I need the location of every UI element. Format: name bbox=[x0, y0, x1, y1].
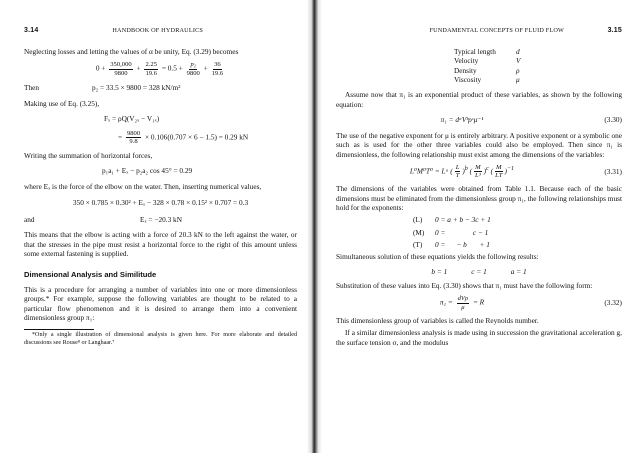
paragraph: The use of the negative exponent for μ is entirely arbitrary. A positive exponent or a symbolic one such as is used for the other three variables could also be employed. Then since π₁ is dimensionless, the following relationship must exist among the dimensions of the variables: bbox=[336, 130, 622, 159]
list-item: Typical length d bbox=[454, 46, 520, 56]
paragraph: Writing the summation of horizontal forces, bbox=[24, 150, 153, 160]
paragraph: Assume now that π₁ is an exponential product of these variables, as shown by the following equation: bbox=[336, 90, 622, 109]
equation-momentum: Fₓ = ρQ(V₂ₓ − V₁ₓ) bbox=[104, 114, 160, 124]
list-item: (L) 0 = a + b − 3c + 1 bbox=[413, 215, 491, 225]
equation-number: (3.30) bbox=[604, 115, 622, 125]
right-running-title: FUNDAMENTAL CONCEPTS OF FLUID FLOW bbox=[429, 27, 565, 34]
left-page bbox=[0, 0, 309, 453]
list-item: (M) 0 = c − 1 bbox=[413, 227, 489, 237]
paragraph: The dimensions of the variables were obtained from Table 1.1. Because each of the basic dimensions must be eliminated from the dimensionless group π₁, the following relationships must hold for the exponents: bbox=[336, 184, 622, 213]
list-item: Density ρ bbox=[454, 65, 520, 75]
equation-p2: Then p₂ = 33.5 × 9800 = 328 kN/m² bbox=[24, 83, 181, 93]
equation-3-32: π₁ = $\frac{\text{dVρ}}{\mu}$ = R (3.32) bbox=[439, 295, 622, 311]
paragraph: If a similar dimensionless analysis is made using in succession the gravitational acceleration g, the surface tension σ, and the modulus bbox=[336, 328, 622, 347]
paragraph: Simultaneous solution of these equations yields the following results: bbox=[336, 252, 539, 262]
list-item: Velocity V bbox=[454, 56, 521, 66]
paragraph: Making use of Eq. (3.25), bbox=[24, 98, 100, 108]
equation-3-30: π₁ = dᵃVᵇρᶜμ⁻¹ (3.30) bbox=[440, 115, 622, 125]
paragraph: This means that the elbow is acting with a force of 20.3 kN to the left against the water, or that the stresses in the pipe must resist a horizontal force to the right of this amount unless some external fastening is supplied. bbox=[24, 230, 297, 258]
footnote-rule bbox=[24, 329, 94, 330]
right-page bbox=[322, 0, 638, 453]
paragraph: This is a procedure for arranging a number of variables into one or more dimensionless groups.* For example, suppose the following variables are thought to be related to a particular flow phenomenon and it is desired to arrange them into a convenient dimensionless group π₁: bbox=[24, 284, 297, 322]
equation-number: (3.32) bbox=[604, 298, 622, 308]
equation-numeric: 350 × 0.785 × 0.30² + Eₓ − 328 × 0.78 × 0.15² × 0.707 = 0.3 bbox=[72, 197, 249, 207]
list-item: (T) 0 = − b + 1 bbox=[413, 240, 490, 250]
left-page-number: 3.14 bbox=[24, 27, 39, 34]
paragraph: Substitution of these values into Eq. (3.30) shows that π₁ must have the following form: bbox=[336, 281, 593, 291]
equation-number: (3.31) bbox=[604, 166, 622, 176]
solution-values: b = 1 c = 1 a = 1 bbox=[431, 266, 527, 276]
list-item: Viscosity μ bbox=[454, 74, 520, 84]
equation-momentum-value: = $\frac{9800}{9.8}$ × 0.106(0.707 × 6 − 1.5) = 0.29 kN bbox=[118, 130, 249, 146]
dimension-equations bbox=[336, 215, 622, 249]
paragraph: Neglecting losses and letting the values of α be unity, Eq. (3.29) becomes bbox=[24, 46, 239, 56]
left-running-head bbox=[24, 27, 297, 36]
paragraph: where Eₓ is the force of the elbow on the water. Then, inserting numerical values, bbox=[24, 181, 262, 191]
paragraph: This dimensionless group of variables is called the Reynolds number. bbox=[336, 315, 539, 325]
variable-list bbox=[454, 47, 622, 84]
footnote: *Only a single illustration of dimensional analysis is given here. For more elaborate and detailed discussions see Rouse⁸ or Langhaar.⁷ bbox=[24, 332, 297, 346]
left-running-title: HANDBOOK OF HYDRAULICS bbox=[112, 27, 204, 34]
equation-force-sum: p₁a₁ + Eₓ − p₂a₂ cos 45° = 0.29 bbox=[102, 166, 193, 176]
equation-bernoulli: 0 + $\frac{350,000}{9800}$ + $\frac{2.25}{19.6}$ = 0.5 + $\frac{\text{p₂}}{9800}$ + $\frac{36}{19.6}$ bbox=[95, 61, 224, 77]
section-heading: Dimensional Analysis and Similitude bbox=[24, 270, 157, 280]
book-gutter bbox=[307, 0, 322, 453]
equation-result: and Eₓ = −20.3 kN bbox=[24, 214, 182, 224]
right-page-number: 3.15 bbox=[607, 27, 622, 34]
equation-3-31: L⁰M⁰T⁰ = Lᵃ ( $\frac{L}{T}$ )$^b$ ( $\frac{M}{\text{L³}}$ )$^c$ ( $\frac{M}{LT}$ )$^{-1}$ (3.31) bbox=[409, 163, 622, 180]
right-running-head bbox=[336, 27, 622, 36]
